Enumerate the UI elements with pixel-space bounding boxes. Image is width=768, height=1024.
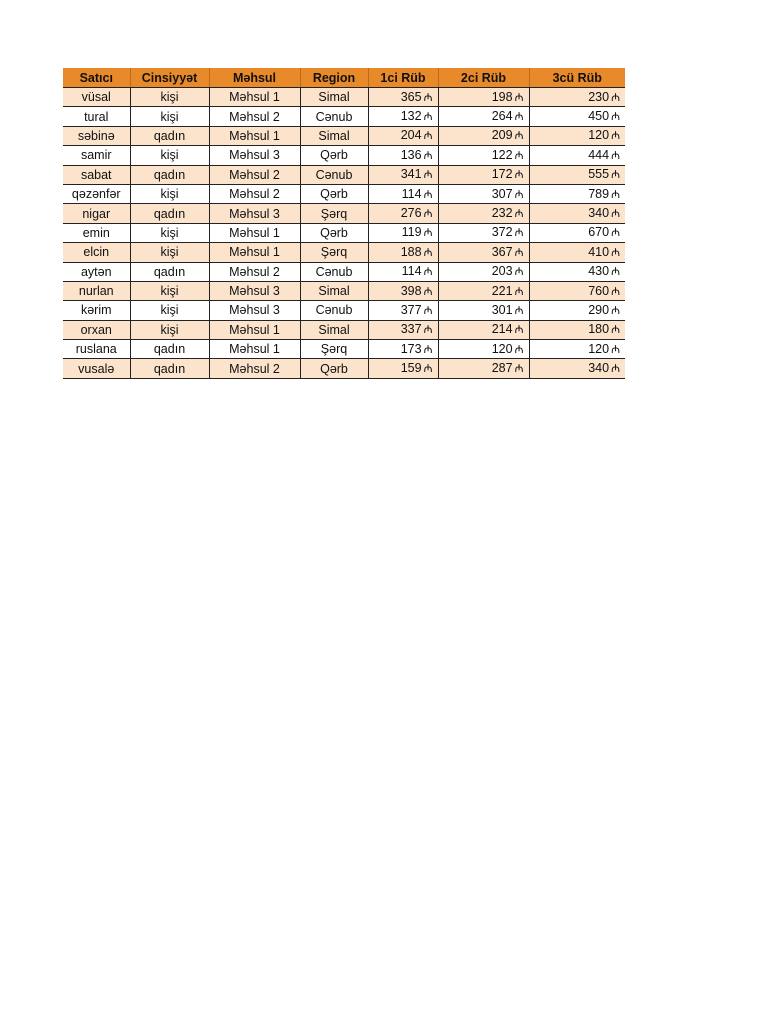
cell-region[interactable] xyxy=(300,223,368,242)
cell-product-value: Məhsul 2 xyxy=(229,361,280,376)
cell-q3-value: 340 xyxy=(588,361,610,376)
cell-gender[interactable] xyxy=(130,184,209,203)
cell-q1-value: 398 xyxy=(400,283,422,298)
currency-symbol: ₼ xyxy=(514,304,524,317)
cell-gender-value: qadın xyxy=(153,206,186,221)
currency-symbol: ₼ xyxy=(611,169,620,182)
cell-region-value: Simal xyxy=(318,284,350,299)
cell-gender-value: kişi xyxy=(160,109,179,124)
table-row xyxy=(63,281,625,300)
table-row xyxy=(63,126,625,145)
cell-seller-value: ruslana xyxy=(75,342,117,357)
cell-region[interactable] xyxy=(300,146,368,165)
currency-symbol: ₼ xyxy=(514,130,524,143)
cell-q3-value: 120 xyxy=(588,341,610,356)
cell-product[interactable] xyxy=(209,88,300,107)
cell-q2-value: 120 xyxy=(491,341,513,356)
cell-q2-value: 372 xyxy=(491,225,513,240)
cell-gender[interactable] xyxy=(130,204,209,223)
cell-q2[interactable] xyxy=(438,359,529,378)
cell-region[interactable] xyxy=(300,88,368,107)
cell-product[interactable] xyxy=(209,243,300,262)
cell-q1-value: 119 xyxy=(401,225,422,240)
cell-q3[interactable] xyxy=(529,107,625,126)
currency-symbol: ₼ xyxy=(611,149,620,162)
cell-q2[interactable] xyxy=(438,320,529,339)
cell-q3[interactable] xyxy=(529,184,625,203)
cell-region-value: Şərq xyxy=(320,206,348,221)
cell-seller-value: səbinə xyxy=(77,128,115,143)
header-region[interactable]: Region xyxy=(300,68,368,88)
table-row xyxy=(63,262,625,281)
cell-product-value: Məhsul 3 xyxy=(229,148,280,163)
currency-symbol: ₼ xyxy=(514,324,524,337)
currency-symbol: ₼ xyxy=(611,91,620,104)
cell-q2[interactable] xyxy=(438,223,529,242)
cell-q2-value: 287 xyxy=(491,361,513,376)
cell-q2[interactable] xyxy=(438,262,529,281)
cell-q3-value: 120 xyxy=(588,128,610,143)
currency-symbol: ₼ xyxy=(611,324,620,337)
cell-q1-value: 341 xyxy=(400,167,422,182)
cell-gender-value: qadın xyxy=(153,342,186,357)
cell-q1-value: 204 xyxy=(400,128,422,143)
cell-q3[interactable] xyxy=(529,320,625,339)
cell-product[interactable] xyxy=(209,359,300,378)
cell-seller-value: orxan xyxy=(80,322,112,337)
cell-product-value: Məhsul 1 xyxy=(229,342,280,357)
currency-symbol: ₼ xyxy=(514,169,524,182)
cell-seller-value: samir xyxy=(80,148,112,163)
currency-symbol: ₼ xyxy=(514,363,524,376)
header-seller[interactable]: Satıcı xyxy=(63,68,130,88)
cell-q2[interactable] xyxy=(438,165,529,184)
cell-region[interactable] xyxy=(300,320,368,339)
cell-q3-value: 450 xyxy=(588,109,610,124)
currency-symbol: ₼ xyxy=(611,363,620,376)
currency-symbol: ₼ xyxy=(611,304,620,317)
cell-region[interactable] xyxy=(300,204,368,223)
cell-region[interactable] xyxy=(300,340,368,359)
cell-region[interactable] xyxy=(300,107,368,126)
cell-q1-value: 159 xyxy=(400,361,422,376)
cell-product-value: Məhsul 1 xyxy=(229,225,280,240)
currency-symbol: ₼ xyxy=(514,149,524,162)
table-row xyxy=(63,184,625,203)
cell-q1[interactable] xyxy=(368,262,438,281)
cell-product-value: Məhsul 3 xyxy=(229,303,280,318)
cell-q3[interactable] xyxy=(529,243,625,262)
cell-q2[interactable] xyxy=(438,281,529,300)
cell-region[interactable] xyxy=(300,281,368,300)
cell-seller[interactable] xyxy=(63,359,130,378)
cell-product[interactable] xyxy=(209,320,300,339)
cell-seller-value: elcin xyxy=(83,245,110,260)
currency-symbol: ₼ xyxy=(514,285,524,298)
table-row xyxy=(63,165,625,184)
cell-q3-value: 340 xyxy=(588,206,610,221)
cell-q3-value: 430 xyxy=(588,264,610,279)
cell-product[interactable] xyxy=(209,204,300,223)
sales-table-container xyxy=(63,68,625,379)
cell-q2[interactable] xyxy=(438,107,529,126)
cell-gender[interactable] xyxy=(130,320,209,339)
cell-seller-value: nurlan xyxy=(78,284,114,299)
cell-q2-value: 122 xyxy=(491,147,513,162)
table-row xyxy=(63,223,625,242)
cell-seller[interactable] xyxy=(63,88,130,107)
cell-product[interactable] xyxy=(209,107,300,126)
cell-q1[interactable] xyxy=(368,88,438,107)
cell-product-value: Məhsul 3 xyxy=(229,206,280,221)
cell-q2[interactable] xyxy=(438,301,529,320)
currency-symbol: ₼ xyxy=(423,227,433,240)
cell-gender[interactable] xyxy=(130,262,209,281)
cell-q1-value: 114 xyxy=(401,186,422,201)
cell-q1-value: 188 xyxy=(400,244,422,259)
table-row xyxy=(63,88,625,107)
cell-seller-value: vusalə xyxy=(78,361,115,376)
header-q3[interactable]: 3cü Rüb xyxy=(529,68,625,88)
cell-q2[interactable] xyxy=(438,126,529,145)
cell-product[interactable] xyxy=(209,223,300,242)
cell-gender-value: kişi xyxy=(160,148,179,163)
currency-symbol: ₼ xyxy=(611,343,620,356)
cell-gender[interactable] xyxy=(130,107,209,126)
table-row xyxy=(63,359,625,378)
cell-q3-value: 555 xyxy=(588,167,610,182)
cell-q2-value: 221 xyxy=(491,283,513,298)
cell-region-value: Cənub xyxy=(315,109,353,124)
table-row xyxy=(63,204,625,223)
cell-q1-value: 377 xyxy=(400,302,422,317)
cell-q1[interactable] xyxy=(368,204,438,223)
cell-gender-value: kişi xyxy=(160,90,179,105)
header-gender[interactable]: Cinsiyyət xyxy=(130,68,209,88)
currency-symbol: ₼ xyxy=(611,266,620,279)
cell-q3[interactable] xyxy=(529,126,625,145)
cell-q1-value: 276 xyxy=(400,206,422,221)
cell-product[interactable] xyxy=(209,262,300,281)
currency-symbol: ₼ xyxy=(514,91,524,104)
cell-q2[interactable] xyxy=(438,243,529,262)
currency-symbol: ₼ xyxy=(611,111,620,124)
cell-region-value: Qərb xyxy=(320,148,348,163)
cell-seller-value: vüsal xyxy=(81,90,111,105)
cell-region-value: Qərb xyxy=(320,187,348,202)
cell-gender-value: qadın xyxy=(153,167,186,182)
header-q1[interactable]: 1ci Rüb xyxy=(368,68,438,88)
cell-region-value: Cənub xyxy=(315,303,353,318)
header-product[interactable]: Məhsul xyxy=(209,68,300,88)
cell-q1-value: 173 xyxy=(400,341,422,356)
cell-region-value: Şərq xyxy=(320,245,348,260)
cell-q2-value: 214 xyxy=(491,322,513,337)
cell-q1[interactable] xyxy=(368,184,438,203)
cell-region[interactable] xyxy=(300,359,368,378)
cell-gender-value: kişi xyxy=(160,284,179,299)
cell-gender[interactable] xyxy=(130,165,209,184)
cell-q3-value: 760 xyxy=(588,283,610,298)
cell-seller[interactable] xyxy=(63,184,130,203)
cell-seller-value: tural xyxy=(84,109,109,124)
cell-q1-value: 114 xyxy=(401,264,422,279)
cell-region-value: Simal xyxy=(318,128,350,143)
header-q2[interactable]: 2ci Rüb xyxy=(438,68,529,88)
currency-symbol: ₼ xyxy=(514,246,524,259)
cell-q1[interactable] xyxy=(368,165,438,184)
cell-q2[interactable] xyxy=(438,146,529,165)
cell-gender[interactable] xyxy=(130,243,209,262)
cell-seller-value: sabat xyxy=(80,167,112,182)
cell-seller[interactable] xyxy=(63,301,130,320)
cell-q1-value: 337 xyxy=(400,322,422,337)
cell-product[interactable] xyxy=(209,301,300,320)
cell-q3[interactable] xyxy=(529,340,625,359)
currency-symbol: ₼ xyxy=(423,266,433,279)
cell-q2-value: 307 xyxy=(491,186,513,201)
currency-symbol: ₼ xyxy=(514,188,524,201)
cell-q3[interactable] xyxy=(529,359,625,378)
cell-product[interactable] xyxy=(209,146,300,165)
currency-symbol: ₼ xyxy=(514,266,524,279)
table-row xyxy=(63,243,625,262)
currency-symbol: ₼ xyxy=(611,285,620,298)
cell-product-value: Məhsul 1 xyxy=(229,128,280,143)
cell-region-value: Simal xyxy=(318,322,350,337)
currency-symbol: ₼ xyxy=(514,111,524,124)
currency-symbol: ₼ xyxy=(423,130,433,143)
cell-q3-value: 444 xyxy=(588,147,610,162)
cell-product-value: Məhsul 2 xyxy=(229,109,280,124)
table-row xyxy=(63,301,625,320)
cell-seller[interactable] xyxy=(63,146,130,165)
cell-product[interactable] xyxy=(209,184,300,203)
cell-q2-value: 203 xyxy=(491,264,513,279)
cell-q1[interactable] xyxy=(368,320,438,339)
cell-q1[interactable] xyxy=(368,281,438,300)
cell-region[interactable] xyxy=(300,165,368,184)
cell-q3[interactable] xyxy=(529,223,625,242)
cell-seller-value: kərim xyxy=(80,303,112,318)
cell-q3[interactable] xyxy=(529,301,625,320)
cell-q3-value: 789 xyxy=(588,186,610,201)
cell-q2-value: 264 xyxy=(491,109,513,124)
cell-seller[interactable] xyxy=(63,165,130,184)
cell-gender[interactable] xyxy=(130,146,209,165)
sales-table xyxy=(63,68,625,379)
cell-gender-value: kişi xyxy=(160,322,179,337)
currency-symbol: ₼ xyxy=(423,91,433,104)
currency-symbol: ₼ xyxy=(423,188,433,201)
cell-seller[interactable] xyxy=(63,243,130,262)
cell-q2-value: 301 xyxy=(491,302,513,317)
currency-symbol: ₼ xyxy=(611,130,620,143)
cell-q3[interactable] xyxy=(529,146,625,165)
currency-symbol: ₼ xyxy=(611,208,620,221)
cell-product-value: Məhsul 2 xyxy=(229,264,280,279)
currency-symbol: ₼ xyxy=(611,227,620,240)
cell-q3[interactable] xyxy=(529,88,625,107)
cell-q1-value: 136 xyxy=(400,147,422,162)
cell-gender[interactable] xyxy=(130,301,209,320)
cell-product[interactable] xyxy=(209,165,300,184)
cell-q2[interactable] xyxy=(438,88,529,107)
cell-seller[interactable] xyxy=(63,320,130,339)
cell-product-value: Məhsul 1 xyxy=(229,322,280,337)
table-row xyxy=(63,340,625,359)
currency-symbol: ₼ xyxy=(423,208,433,221)
currency-symbol: ₼ xyxy=(423,304,433,317)
cell-product-value: Məhsul 1 xyxy=(229,245,280,260)
cell-seller[interactable] xyxy=(63,262,130,281)
currency-symbol: ₼ xyxy=(423,111,433,124)
cell-region-value: Qərb xyxy=(320,225,348,240)
cell-product[interactable] xyxy=(209,126,300,145)
cell-product-value: Məhsul 3 xyxy=(229,284,280,299)
table-body xyxy=(63,88,625,379)
cell-region-value: Qərb xyxy=(320,361,348,376)
cell-gender[interactable] xyxy=(130,281,209,300)
cell-q3-value: 290 xyxy=(588,302,610,317)
cell-q2[interactable] xyxy=(438,340,529,359)
cell-seller[interactable] xyxy=(63,340,130,359)
cell-region-value: Şərq xyxy=(320,342,348,357)
cell-gender[interactable] xyxy=(130,88,209,107)
cell-q1[interactable] xyxy=(368,243,438,262)
cell-q2-value: 198 xyxy=(491,89,513,104)
cell-q1[interactable] xyxy=(368,146,438,165)
currency-symbol: ₼ xyxy=(423,343,433,356)
cell-region[interactable] xyxy=(300,243,368,262)
cell-gender[interactable] xyxy=(130,223,209,242)
currency-symbol: ₼ xyxy=(611,188,620,201)
cell-q2[interactable] xyxy=(438,204,529,223)
cell-seller-value: nigar xyxy=(82,206,111,221)
cell-region-value: Cənub xyxy=(315,167,353,182)
currency-symbol: ₼ xyxy=(423,324,433,337)
cell-product-value: Məhsul 2 xyxy=(229,167,280,182)
cell-q3-value: 230 xyxy=(588,89,610,104)
cell-seller-value: emin xyxy=(82,225,110,240)
cell-q1[interactable] xyxy=(368,359,438,378)
cell-q3-value: 670 xyxy=(588,225,610,240)
cell-gender-value: qadın xyxy=(153,361,186,376)
cell-region[interactable] xyxy=(300,262,368,281)
cell-gender-value: kişi xyxy=(160,187,179,202)
cell-seller-value: aytən xyxy=(80,264,112,279)
cell-q1-value: 365 xyxy=(400,89,422,104)
currency-symbol: ₼ xyxy=(423,285,433,298)
cell-q2[interactable] xyxy=(438,184,529,203)
cell-q1[interactable] xyxy=(368,223,438,242)
cell-product[interactable] xyxy=(209,281,300,300)
table-header-row xyxy=(63,68,625,88)
cell-q3-value: 410 xyxy=(588,244,610,259)
currency-symbol: ₼ xyxy=(514,227,524,240)
cell-q3[interactable] xyxy=(529,281,625,300)
cell-q3-value: 180 xyxy=(588,322,610,337)
cell-gender-value: kişi xyxy=(160,303,179,318)
cell-gender[interactable] xyxy=(130,340,209,359)
currency-symbol: ₼ xyxy=(514,343,524,356)
cell-gender-value: kişi xyxy=(160,225,179,240)
table-row xyxy=(63,146,625,165)
cell-region[interactable] xyxy=(300,126,368,145)
cell-product-value: Məhsul 1 xyxy=(229,90,280,105)
cell-seller[interactable] xyxy=(63,204,130,223)
currency-symbol: ₼ xyxy=(423,363,433,376)
table-row xyxy=(63,320,625,339)
cell-q2-value: 209 xyxy=(491,128,513,143)
currency-symbol: ₼ xyxy=(611,246,620,259)
currency-symbol: ₼ xyxy=(423,149,433,162)
cell-gender[interactable] xyxy=(130,126,209,145)
cell-q2-value: 367 xyxy=(491,244,513,259)
cell-seller[interactable] xyxy=(63,126,130,145)
cell-region[interactable] xyxy=(300,184,368,203)
cell-q2-value: 232 xyxy=(491,206,513,221)
cell-product-value: Məhsul 2 xyxy=(229,187,280,202)
cell-region-value: Cənub xyxy=(315,264,353,279)
cell-seller[interactable] xyxy=(63,223,130,242)
cell-q1[interactable] xyxy=(368,107,438,126)
cell-seller-value: qəzənfər xyxy=(71,187,121,202)
cell-q1-value: 132 xyxy=(400,109,422,124)
cell-region-value: Simal xyxy=(318,90,350,105)
cell-gender-value: qadın xyxy=(153,264,186,279)
currency-symbol: ₼ xyxy=(423,246,433,259)
cell-product[interactable] xyxy=(209,340,300,359)
cell-q1[interactable] xyxy=(368,126,438,145)
currency-symbol: ₼ xyxy=(423,169,433,182)
cell-q1[interactable] xyxy=(368,301,438,320)
cell-gender[interactable] xyxy=(130,359,209,378)
cell-q1[interactable] xyxy=(368,340,438,359)
cell-region[interactable] xyxy=(300,301,368,320)
cell-gender-value: qadın xyxy=(153,128,186,143)
cell-seller[interactable] xyxy=(63,107,130,126)
cell-q2-value: 172 xyxy=(491,167,513,182)
cell-q3[interactable] xyxy=(529,262,625,281)
table-row xyxy=(63,107,625,126)
currency-symbol: ₼ xyxy=(514,208,524,221)
cell-q3[interactable] xyxy=(529,204,625,223)
cell-gender-value: kişi xyxy=(160,245,179,260)
cell-seller[interactable] xyxy=(63,281,130,300)
cell-q3[interactable] xyxy=(529,165,625,184)
